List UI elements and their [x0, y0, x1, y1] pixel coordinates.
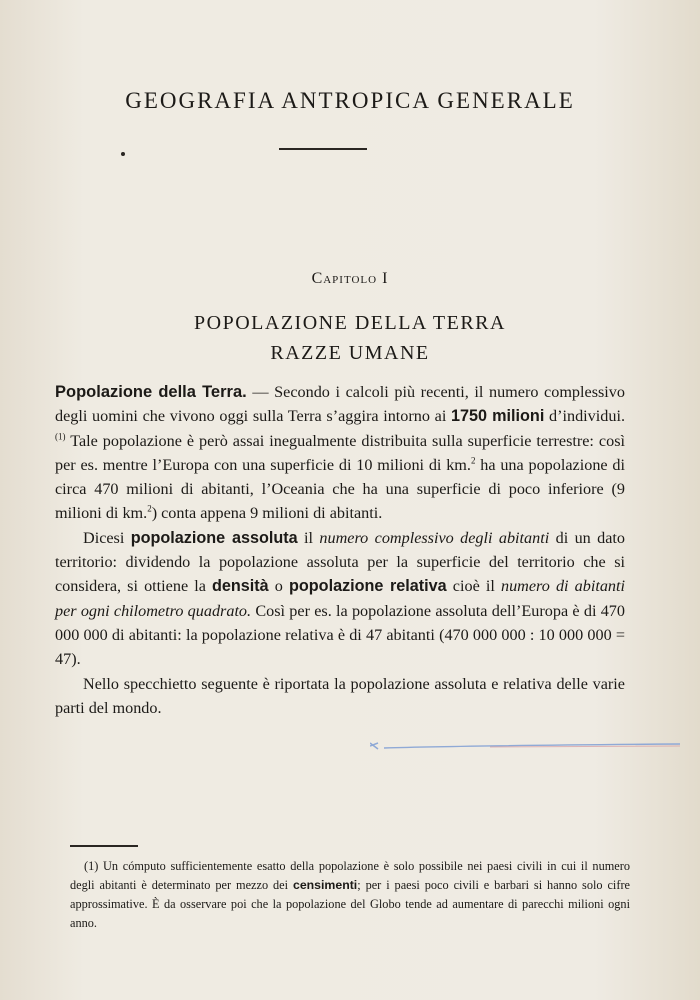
term-relative-population: popolazione relativa — [289, 577, 447, 596]
italic-definition: numero complessivo degli abitanti — [319, 528, 550, 547]
bold-figure: 1750 milioni — [451, 407, 545, 426]
text-run: ha una popolazione di circa 470 milioni di abitanti, l’Oceania che ha una superficie di poco inferiore (9 milioni di km. — [55, 455, 625, 523]
chapter-label: Capitolo I — [311, 270, 389, 287]
running-title: GEOGRAFIA ANTROPICA GENERALE — [125, 88, 575, 113]
footnote-marker: (1) — [84, 859, 99, 873]
term-density: densità — [212, 577, 269, 596]
text-run: il — [297, 528, 320, 547]
text-run: ) conta appena 9 milioni di abitanti. — [151, 504, 383, 523]
text-run: ; per i paesi poco civili e barbari si hanno solo cifre approssimative. È da osservare poi che la popolazione del Globo tende ad aumentare di parecchi milioni ogni anno. — [70, 878, 630, 930]
text-run: di un dato territorio: dividendo la popolazione assoluta per la superficie del territorio che si considera, si ottiene la — [55, 528, 625, 596]
paragraph-population — [55, 380, 625, 526]
term-absolute-population: popolazione assoluta — [130, 528, 298, 547]
footnote-text — [70, 857, 630, 933]
paragraph-definitions — [55, 526, 625, 672]
ink-speck — [121, 152, 125, 156]
footnote-divider — [70, 845, 138, 847]
text-run: Un cómputo sufficientemente esatto della popolazione è solo possibile nei paesi civili in cui il numero degli abitanti è determinato per mezzo dei — [70, 859, 630, 892]
superscript: 2 — [470, 455, 476, 466]
paragraph-heading: Popolazione della Terra. — [55, 383, 247, 401]
text-run: d’individui. — [544, 407, 625, 426]
chapter-title-line2: RAZZE UMANE — [270, 342, 430, 364]
text-run: Dicesi — [83, 528, 131, 547]
footnote — [70, 857, 630, 933]
footnote-reference: (1) — [55, 431, 66, 442]
text-run: Tale popolazione è però assai inegualmente distribuita sulla superficie terrestre: così per es. mentre l’Europa con una superficie di 10 milioni di km. — [55, 431, 625, 474]
text-run: Così per es. la popolazione assoluta dell’Europa è di 470 000 000 di abitanti: la popolazione relativa è di 47 abitanti (470 000 000 : 10 000 000 = 47). — [55, 601, 625, 669]
superscript: 2 — [147, 504, 152, 515]
title-divider — [279, 148, 367, 150]
text-run: cioè il — [446, 577, 501, 596]
bold-term: censimenti — [292, 878, 358, 892]
text-run: — Secondo i calcoli più recenti, il numero complessivo degli uomini che vivono oggi sulla Terra s’aggira intorno ai — [55, 383, 625, 426]
italic-definition: numero di abitanti per ogni chilometro quadrato. — [55, 577, 626, 620]
chapter-title-line1: POPOLAZIONE DELLA TERRA — [194, 312, 506, 334]
body-text — [55, 380, 625, 720]
text-run: o — [268, 577, 290, 596]
pen-mark — [370, 742, 680, 752]
paragraph-table-intro: Nello specchietto seguente è riportata la popolazione assoluta e relativa delle varie parti del mondo. — [55, 674, 625, 717]
